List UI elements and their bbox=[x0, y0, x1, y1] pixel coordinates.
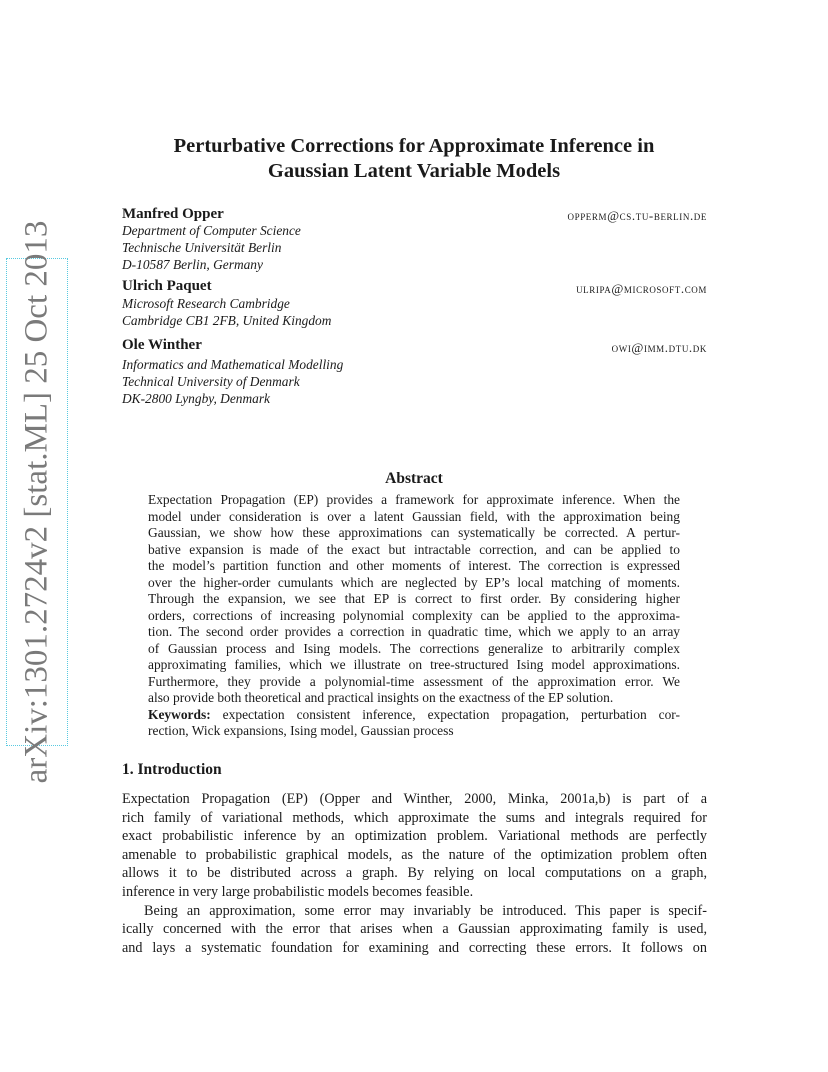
keywords-label: Keywords: bbox=[148, 706, 211, 722]
author-email[interactable]: ulripa@microsoft.com bbox=[576, 281, 707, 296]
body-line: inference in very large probabilistic models becomes feasible. bbox=[122, 883, 474, 900]
title-line: Perturbative Corrections for Approximate Inference in bbox=[173, 135, 655, 157]
author-name: Manfred Opper bbox=[122, 206, 224, 222]
paper-title bbox=[100, 134, 728, 184]
abstract-line: over the higher-order cumulants which are neglected by EP’s local matching of moments. bbox=[148, 574, 680, 590]
body-line: exact probabilistic inference by an optimization problem. Variational methods are perfectly bbox=[122, 828, 707, 845]
abstract-line: Through the expansion, we see that EP is correct to first order. By considering higher bbox=[148, 591, 680, 606]
abstract-line: model under consideration is over a latent Gaussian field, with the approximation being bbox=[148, 508, 680, 524]
abstract-line: tion. The second order provides a correction in quadratic time, which we apply to an array bbox=[148, 624, 680, 639]
body-line: Expectation Propagation (EP) (Opper and Winther, 2000, Minka, 2001a,b) is part of a bbox=[122, 791, 707, 807]
introduction-body bbox=[122, 790, 707, 957]
author-affiliation bbox=[122, 222, 301, 273]
abstract-line: of Gaussian process and Ising models. The corrections generalize to arbitrarily complex bbox=[148, 640, 680, 656]
affiliation-line: D-10587 Berlin, Germany bbox=[122, 257, 263, 272]
keywords-text: expectation consistent inference, expectation propagation, perturbation cor- bbox=[222, 706, 680, 722]
abstract-line: Furthermore, they provide a polynomial-time assessment of the approximation error. We bbox=[148, 673, 680, 689]
abstract-body bbox=[148, 492, 680, 740]
abstract-line: bative expansion is made of the exact but intractable correction, and can be applied to bbox=[148, 541, 680, 557]
abstract-heading: Abstract bbox=[385, 470, 443, 487]
abstract-line: Gaussian, we show how these approximations can systematically be corrected. A pertur- bbox=[148, 525, 680, 540]
keywords-line bbox=[148, 707, 680, 724]
affiliation-line: Technical University of Denmark bbox=[122, 374, 300, 389]
abstract-line: the model’s partition function and other moments of interest. The correction is expressed bbox=[148, 558, 680, 573]
affiliation-line: Microsoft Research Cambridge bbox=[122, 296, 290, 311]
affiliation-line: Technische Universität Berlin bbox=[122, 240, 282, 255]
author-affiliation bbox=[122, 356, 343, 407]
abstract-line: approximating families, which we illustrate on tree-structured Ising model approximations. bbox=[148, 657, 680, 672]
arxiv-side-stamp bbox=[6, 220, 68, 784]
abstract-line: orders, corrections of increasing polynomial complexity can be applied to the approxima- bbox=[148, 607, 680, 623]
affiliation-line: Department of Computer Science bbox=[122, 223, 301, 238]
body-line: amenable to probabilistic graphical models, as the nature of the optimization problem often bbox=[122, 846, 707, 863]
abstract-line: Expectation Propagation (EP) provides a framework for approximate inference. When the bbox=[148, 492, 680, 507]
affiliation-line: Cambridge CB1 2FB, United Kingdom bbox=[122, 313, 332, 328]
author-email[interactable]: owi@imm.dtu.dk bbox=[611, 340, 707, 355]
arxiv-identifier: arXiv:1301.2724v2 [stat.ML] 25 Oct 2013 bbox=[18, 220, 55, 784]
affiliation-line: Informatics and Mathematical Modelling bbox=[122, 357, 344, 372]
affiliation-line: DK-2800 Lyngby, Denmark bbox=[122, 391, 270, 406]
body-line: ically concerned with the error that arises when a Gaussian approximating family is used, bbox=[122, 921, 707, 938]
body-line: Being an approximation, some error may invariably be introduced. This paper is specif- bbox=[144, 902, 707, 919]
author-name: Ulrich Paquet bbox=[122, 278, 212, 294]
author-affiliation bbox=[122, 295, 331, 329]
author-name: Ole Winther bbox=[122, 337, 202, 353]
body-line: rich family of variational methods, which approximate the sums and integrals required for bbox=[122, 809, 707, 826]
section-heading: 1. Introduction bbox=[122, 761, 222, 778]
body-line: and lays a systematic foundation for examining and correcting these errors. It follows on bbox=[122, 939, 707, 956]
keywords-line: rection, Wick expansions, Ising model, Gaussian process bbox=[148, 723, 454, 738]
author-email[interactable]: opperm@cs.tu-berlin.de bbox=[567, 208, 707, 223]
abstract-line: also provide both theoretical and practical insights on the exactness of the EP solution. bbox=[148, 690, 614, 705]
body-line: allows it to be distributed across a graph. By relying on local computations on a graph, bbox=[122, 865, 707, 882]
title-line: Gaussian Latent Variable Models bbox=[267, 160, 561, 182]
